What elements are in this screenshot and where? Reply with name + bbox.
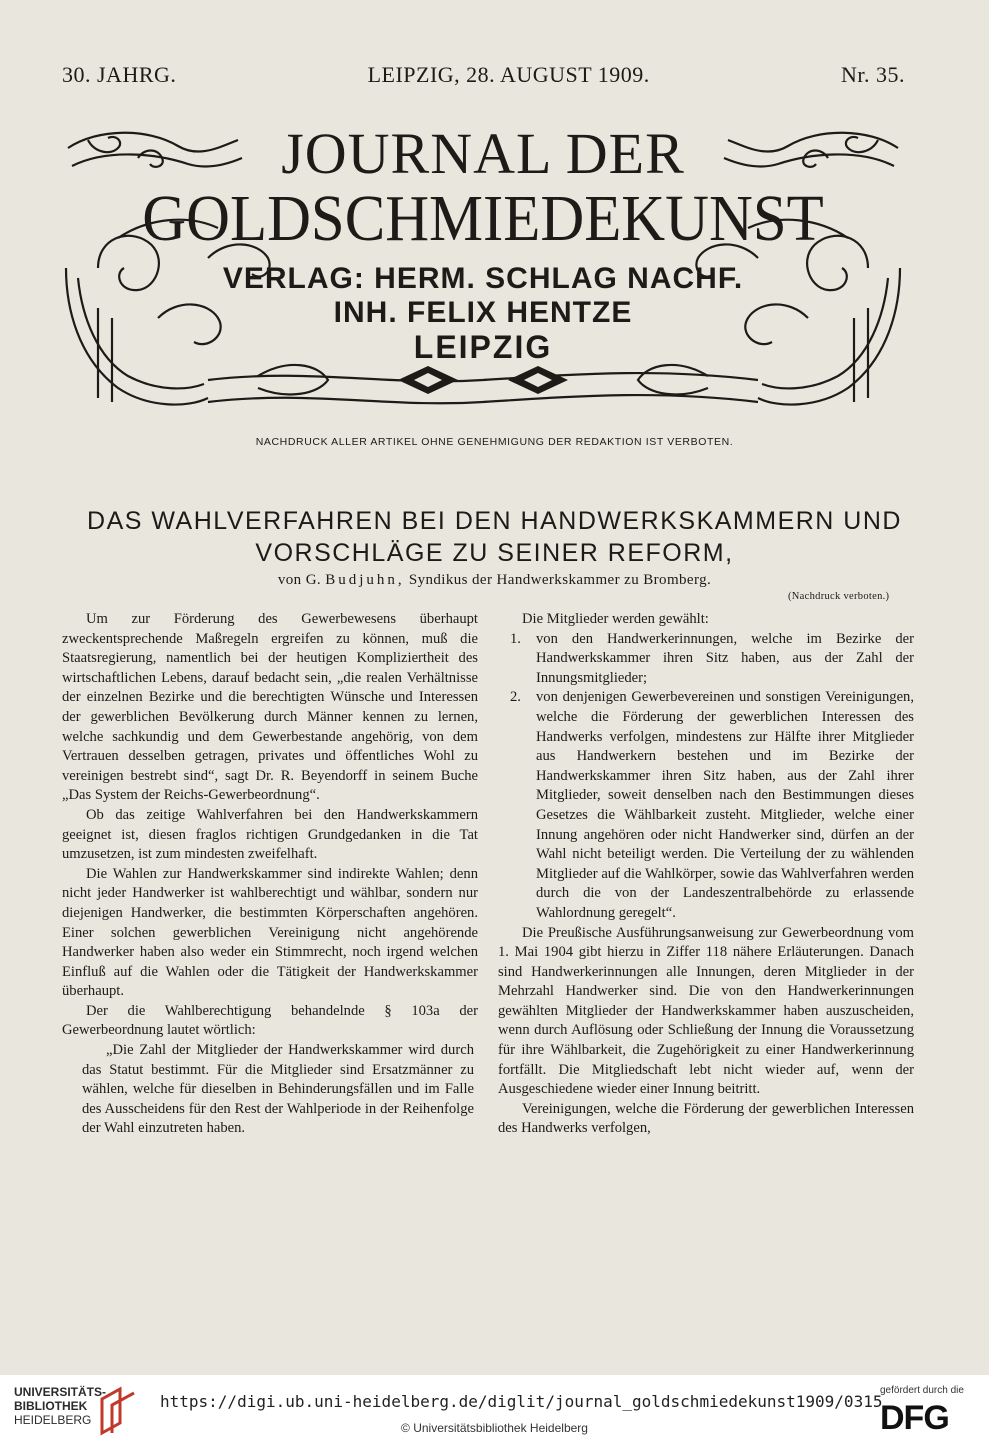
paragraph: Der die Wahlberechtigung behandelnde § 103a der Gewerbeordnung lautet wörtlich: <box>62 1002 478 1039</box>
copyright-notice: © Universitätsbibliothek Heidelberg <box>401 1421 588 1435</box>
byline-suffix: Syndikus der Handwerkskammer zu Bromberg. <box>408 572 712 588</box>
paragraph: Ob das zeitige Wahlverfahren bei den Handwerkskammern geeignet ist, diesen fraglos richtigen Grundgedanken in die Tat umzusetzen, ist zum mindesten zweifelhaft. <box>62 806 478 863</box>
journal-title-line1: JOURNAL DER <box>281 121 685 186</box>
article-title-line2: VORSCHLÄGE ZU SEINER REFORM, <box>255 539 734 567</box>
list-item-text: von denjenigen Gewerbevereinen und sonstigen Vereinigungen, welche die Förderung der gewerblichen Interessen des Handwerks verfolgen, mindestens zur Hälfte ihrer Mitglieder aus Handwerkern bestehen und im Bezirke der Handwerkskammer ihren Sitz haben, aus der Zahl ihrer Mitglieder, soweit denselben nach den Bestimmungen dieses Gesetzes die Wählbarkeit zusteht. Mitglieder, welche einer Innung angehören oder nicht Handwerker sind, dürfen an der Wahl nicht beteiligt werden. Die Verteilung der zu wählenden Mitglieder auf die Wahlkörper, sowie das Wahlverfahren werden durch die von der Landeszentralbehörde zu erlassende Wahlordnung geregelt“. <box>536 689 914 921</box>
list-item <box>498 630 914 689</box>
issue-header <box>62 62 905 88</box>
left-column <box>62 610 478 1139</box>
publisher-line2: INH. FELIX HENTZE <box>333 296 633 329</box>
byline-author: Budjuhn, <box>325 572 405 588</box>
journal-title-line2: GOLDSCHMIEDEKUNST <box>142 182 824 255</box>
issue-number-label: Nr. 35. <box>841 62 905 87</box>
list-item-number: 1. <box>510 630 521 647</box>
byline-prefix: von G. <box>277 572 322 588</box>
paragraph: Die Mitglieder werden gewählt: <box>522 611 709 627</box>
library-name-line3: HEIDELBERG <box>14 1413 92 1427</box>
library-name-line1: UNIVERSITÄTS- <box>14 1385 107 1399</box>
reprint-notice: NACHDRUCK ALLER ARTIKEL OHNE GENEHMIGUNG DER REDAKTION IST VERBOTEN. <box>255 436 734 448</box>
paragraph: Um zur Förderung des Gewerbewesens überhaupt zweckentsprechende Maßregeln ergreifen zu können, muß die Staatsregierung, namentlich bei der heutigen Kompliziertheit des wirtschaftlichen Lebens, darauf bedacht sein, „die realen Verhältnisse der einzelnen Bezirke und die berechtigten Wünsche und Interessen der gewerblichen Bevölkerung durch Männer kennen zu lernen, welche sachkundig und dem Gewerbestande angehörig, von dem Vertrauen desselben getragen, privates und öffentliches Wohl zu vereinigen bestrebt sind“, sagt Dr. R. Beyendorff in seinem Buche „Das System der Reichs-Gewerbeordnung“. <box>62 611 478 804</box>
publisher-line3: LEIPZIG <box>413 329 553 365</box>
viewer-footer <box>0 1375 989 1445</box>
article-byline <box>0 572 989 589</box>
list-item <box>498 688 914 923</box>
library-name-line2: BIBLIOTHEK <box>14 1399 88 1413</box>
article-title-line1: DAS WAHLVERFAHREN BEI DEN HANDWERKSKAMMERN UND <box>87 507 902 535</box>
article-reprint-note: (Nachdruck verboten.) <box>788 591 890 602</box>
masthead <box>58 118 908 428</box>
page-permalink[interactable]: https://digi.ub.uni-heidelberg.de/diglit/journal_goldschmiedekunst1909/0315 <box>160 1392 883 1411</box>
right-column <box>498 610 914 1139</box>
list-item-number: 2. <box>510 689 521 706</box>
paragraph: Die Wahlen zur Handwerkskammer sind indirekte Wahlen; denn nicht jeder Handwerker ist wahlberechtigt und wählbar, sondern nur diejenigen Handwerker, die bestimmten Körperschaften angehören. Einer solchen gewerblichen Vereinigung nicht angehörende Handwerker haben also weder ein Stimmrecht, noch irgend welchen Einfluß auf die Wahlen oder die Tätigkeit der Handwerkskammer überhaupt. <box>62 865 478 1000</box>
list-item-text: von den Handwerkerinnungen, welche im Bezirke der Handwerkskammer ihren Sitz haben, aus der Zahl der Innungsmitglieder; <box>536 630 914 686</box>
volume-label: 30. JAHRG. <box>62 62 177 87</box>
funder-label: gefördert durch die <box>880 1385 964 1396</box>
publisher-line1: VERLAG: HERM. SCHLAG NACHF. <box>222 262 744 295</box>
paragraph: Vereinigungen, welche die Förderung der gewerblichen Interessen des Handwerks verfolgen, <box>498 1100 914 1137</box>
place-date-label: LEIPZIG, 28. AUGUST 1909. <box>367 62 650 87</box>
dfg-logo[interactable]: DFG <box>880 1399 949 1437</box>
quote-paragraph: „Die Zahl der Mitglieder der Handwerkskammer wird durch das Statut bestimmt. Für die Mitglieder sind Ersatzmänner zu wählen, welche für dieselben in Behinderungsfällen und im Falle des Ausscheidens für den Rest der Wahlperiode in der Reihenfolge der Wahl einzutreten haben. <box>82 1042 474 1137</box>
paragraph: Die Preußische Ausführungsanweisung zur Gewerbeordnung vom 1. Mai 1904 gibt hierzu in Ziffer 118 nähere Erläuterungen. Danach sind Handwerkerinnungen alle Innungen, deren Mitglieder in der Mehrzahl Handwerker sind. Die von den Handwerkerinnungen gewählten Mitglieder der Handwerkskammer haben auszuscheiden, wenn durch Auflösung oder Schließung der Innung die Voraussetzung für ihre Wählbarkeit, die Zugehörigkeit zu einer Handwerkerinnung fortfällt. Die Mitgliedschaft lebt nicht wieder auf, wenn der Ausgeschiedene wieder einer Innung beitritt. <box>498 924 914 1098</box>
